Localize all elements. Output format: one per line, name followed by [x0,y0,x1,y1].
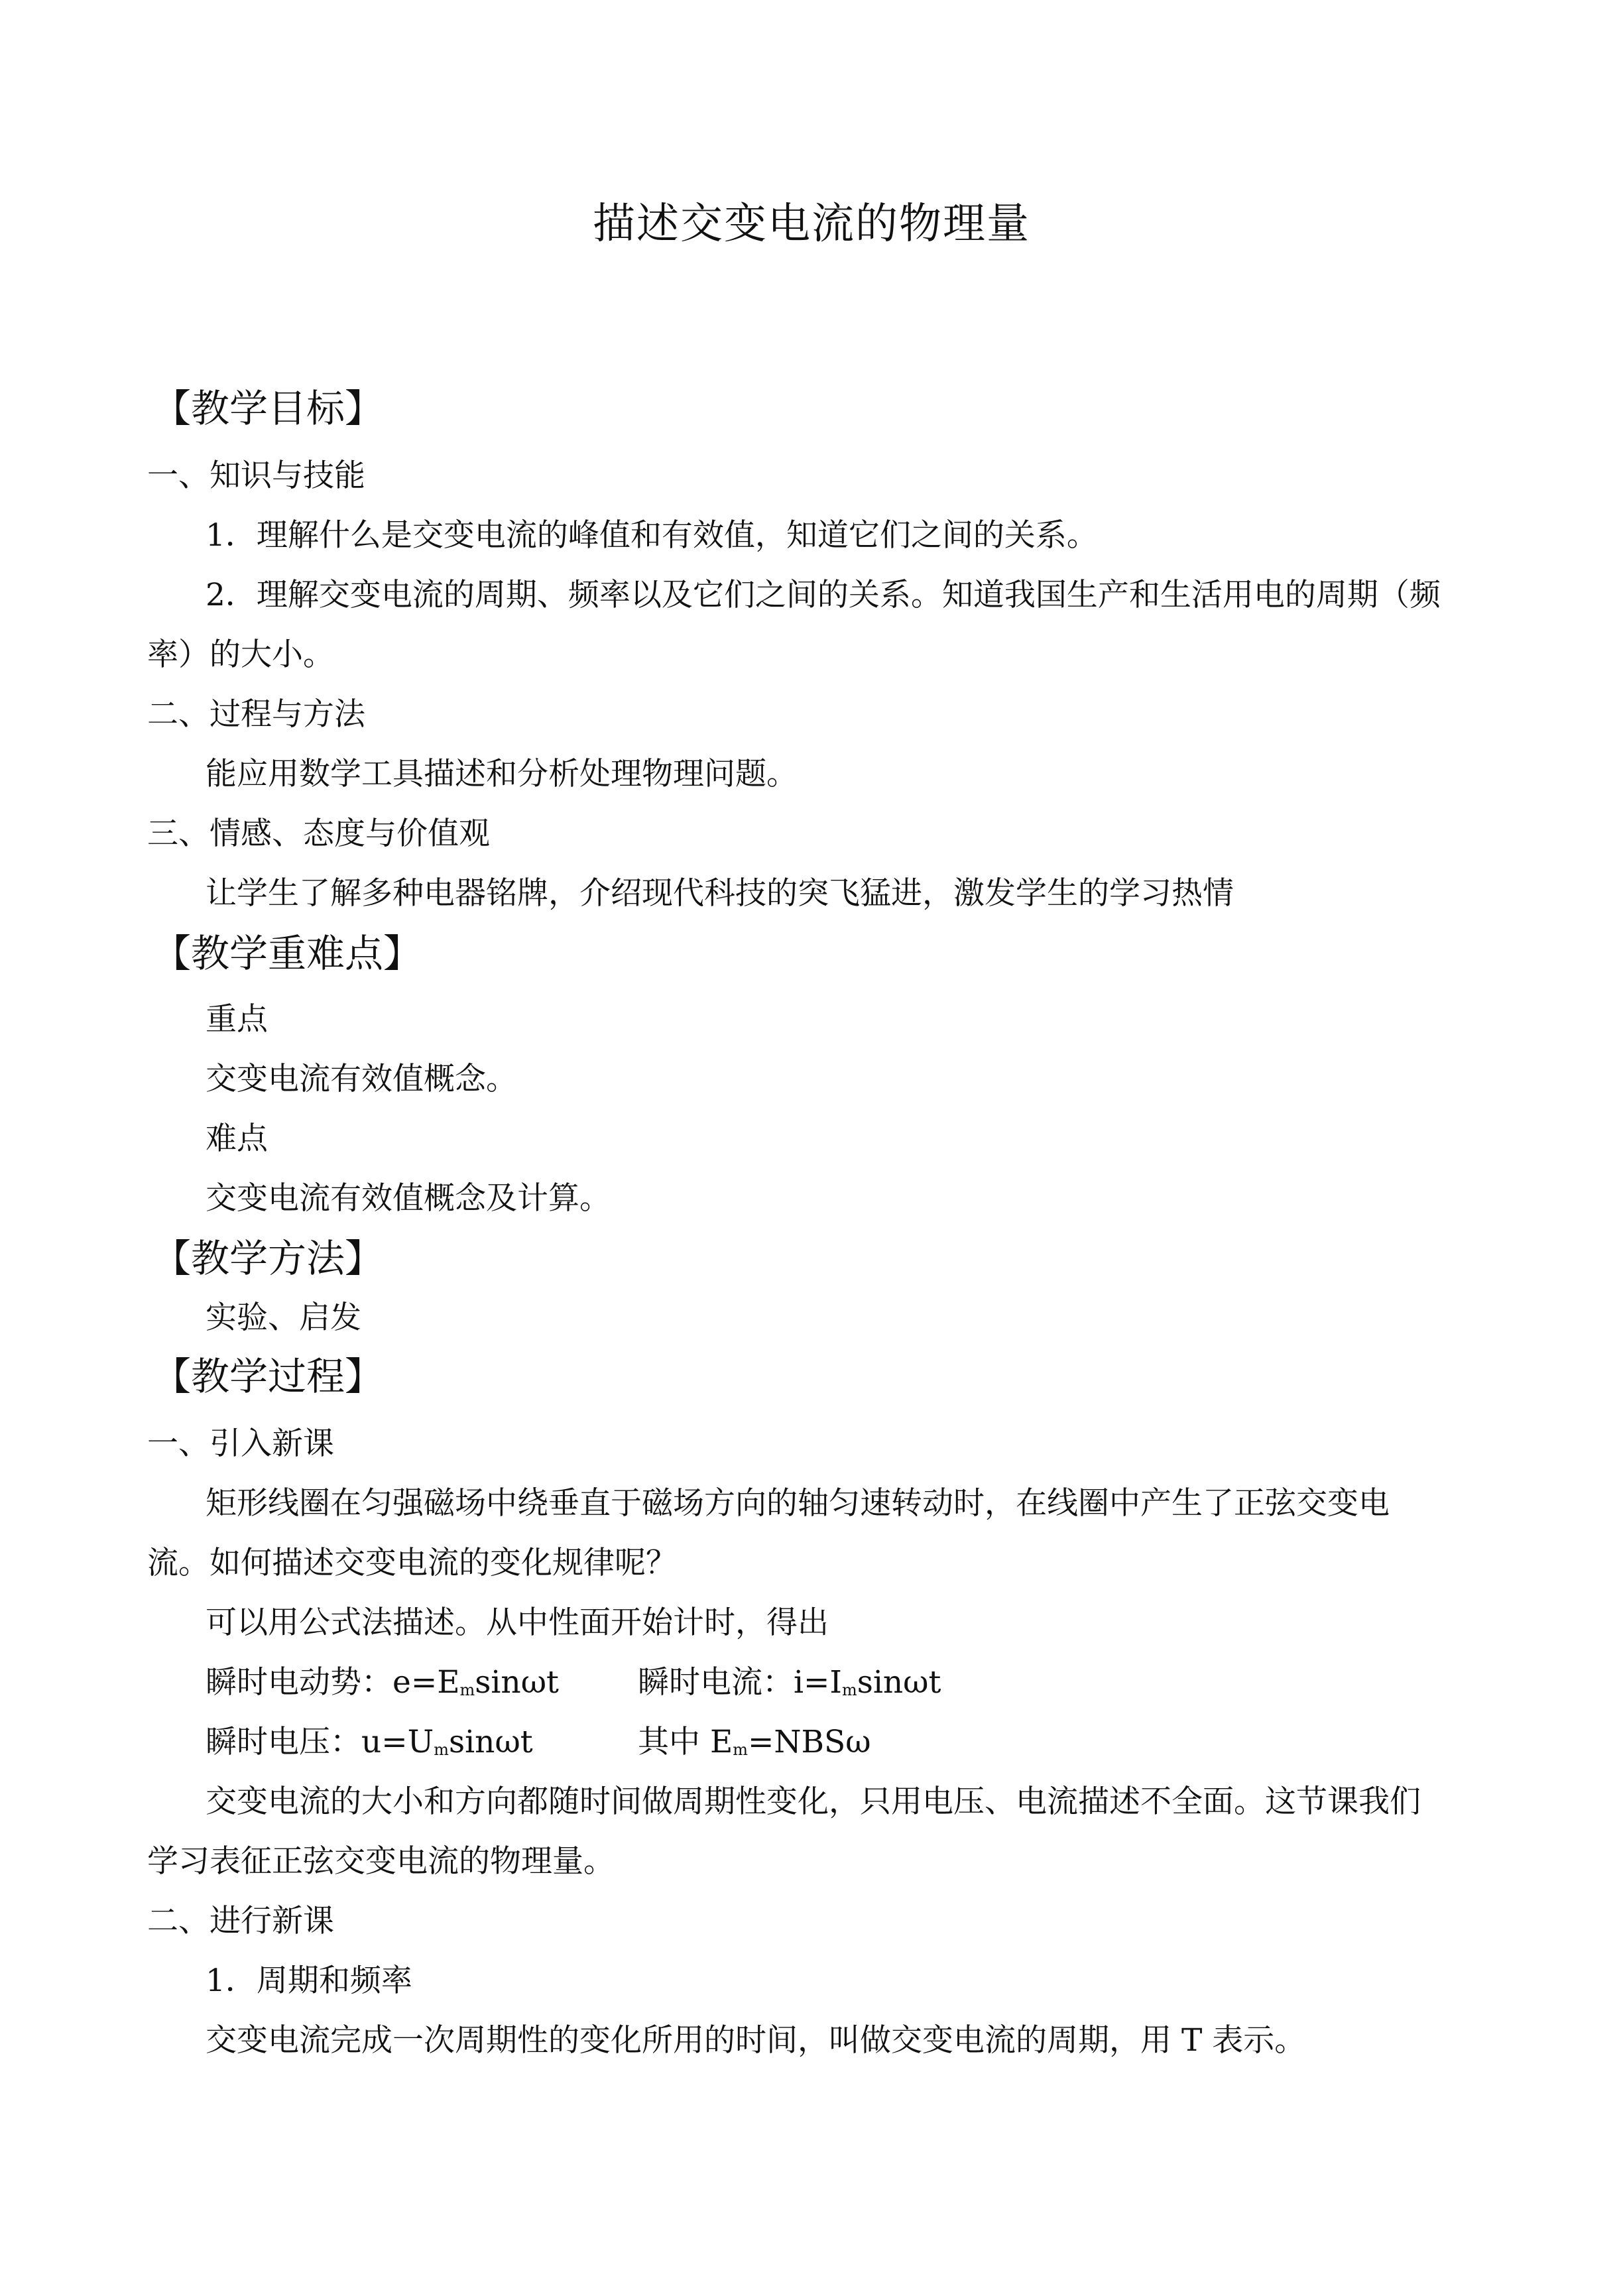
attitude-heading: 三、情感、态度与价值观 [147,816,490,852]
objective-item-2-line-2: 率）的大小。 [147,636,334,673]
formula-current-suffix: sinωt [857,1664,941,1701]
knowledge-heading: 一、知识与技能 [147,457,365,494]
section-heading-methods: 【教学方法】 [152,1236,384,1281]
page-title: 描述交变电流的物理量 [593,200,1030,249]
formula-current-prefix: 瞬时电流：i=I [638,1664,842,1701]
section-heading-process: 【教学过程】 [152,1354,384,1399]
key-point-text: 交变电流有效值概念。 [206,1061,517,1097]
key-point-label: 重点 [206,1001,268,1038]
section-heading-objectives: 【教学目标】 [152,386,384,431]
formula-voltage-suffix: sinωt [449,1724,533,1760]
methods-text: 实验、启发 [206,1299,361,1336]
formula-emf-prefix: 瞬时电动势：e=E [206,1664,460,1701]
period-frequency-heading: 1．周期和频率 [206,1963,412,1999]
intro-heading: 一、引入新课 [147,1425,334,1462]
formula-voltage-subscript: m [434,1740,450,1759]
formula-em-prefix: 其中 E [638,1724,733,1760]
period-definition-text: 交变电流完成一次周期性的变化所用的时间，叫做交变电流的周期，用 T 表示。 [206,2022,1306,2059]
new-lesson-heading: 二、进行新课 [147,1903,334,1939]
process-method-heading: 二、过程与方法 [147,696,365,733]
formula-emf-subscript: m [459,1681,475,1699]
intro-paragraph-2: 可以用公式法描述。从中性面开始计时，得出 [206,1604,829,1641]
difficult-point-label: 难点 [206,1120,268,1157]
formula-instant-emf [206,1663,559,1710]
objective-item-1: 1．理解什么是交变电流的峰值和有效值，知道它们之间的关系。 [206,517,1098,554]
process-method-text: 能应用数学工具描述和分析处理物理问题。 [206,756,798,792]
section-heading-key-points: 【教学重难点】 [152,931,422,976]
intro-paragraph-1-line-1: 矩形线圈在匀强磁场中绕垂直于磁场方向的轴匀速转动时，在线圈中产生了正弦交变电 [206,1485,1390,1522]
formula-em-suffix: =NBSω [748,1724,871,1760]
intro-paragraph-3-line-1: 交变电流的大小和方向都随时间做周期性变化，只用电压、电流描述不全面。这节课我们 [206,1783,1421,1820]
difficult-point-text: 交变电流有效值概念及计算。 [206,1180,611,1217]
formula-em-definition [638,1722,871,1770]
formula-em-subscript: m [733,1740,749,1759]
intro-paragraph-3-line-2: 学习表征正弦交变电流的物理量。 [147,1843,615,1880]
formula-instant-voltage [206,1722,533,1770]
formula-voltage-prefix: 瞬时电压：u=U [206,1724,434,1760]
formula-instant-current [638,1663,941,1710]
objective-item-2-line-1: 2．理解交变电流的周期、频率以及它们之间的关系。知道我国生产和生活用电的周期（频 [206,577,1441,613]
formula-current-subscript: m [841,1681,857,1699]
formula-emf-suffix: sinωt [475,1664,559,1701]
attitude-text: 让学生了解多种电器铭牌，介绍现代科技的突飞猛进，激发学生的学习热情 [206,875,1234,912]
intro-paragraph-1-line-2: 流。如何描述交变电流的变化规律呢？ [147,1545,677,1581]
